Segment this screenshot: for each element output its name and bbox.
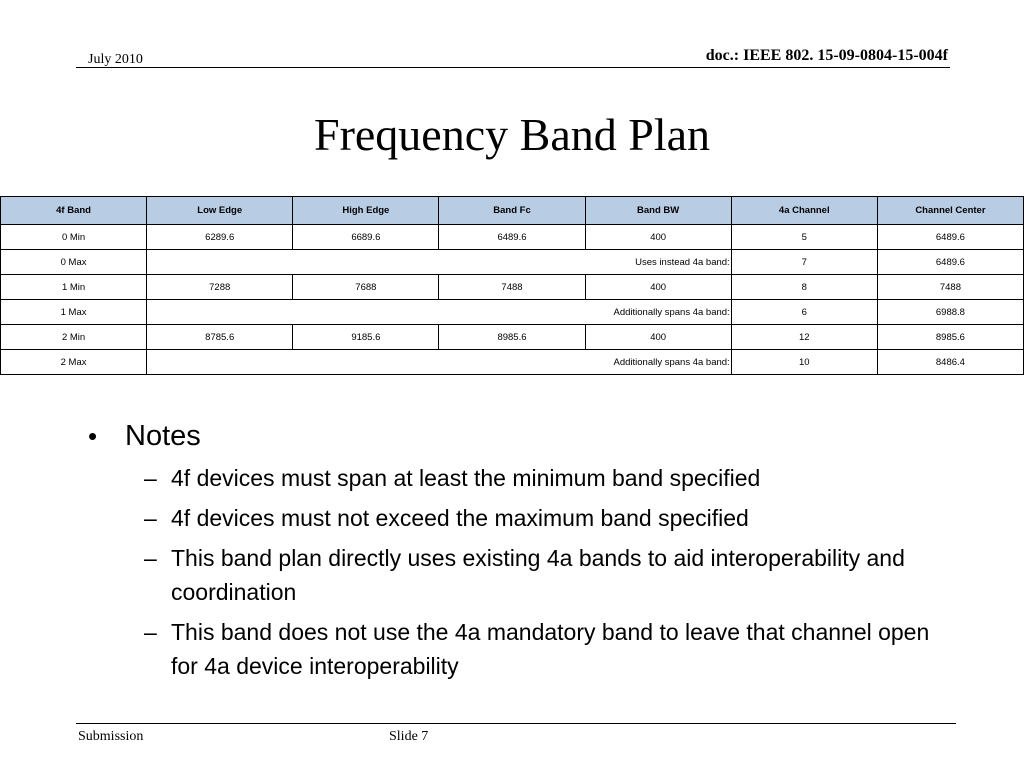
slide-title: Frequency Band Plan [313, 109, 711, 160]
table-row [1, 275, 1024, 300]
note-text: 4f devices must not exceed the maximum band specified [171, 505, 749, 531]
table-row [1, 250, 1024, 275]
footer-submission: Submission [78, 729, 144, 744]
table-header-row [1, 197, 1024, 225]
cell-low-edge: 6289.6 [147, 225, 293, 250]
cell-channel-center: 7488 [877, 275, 1023, 300]
cell-4a-channel: 6 [731, 300, 877, 325]
col-header: Low Edge [147, 197, 293, 225]
cell-note: Uses instead 4a band: [147, 250, 732, 275]
cell-note: Additionally spans 4a band: [147, 350, 732, 375]
table-row [1, 350, 1024, 375]
cell-band: 1 Min [1, 275, 147, 300]
cell-band: 0 Min [1, 225, 147, 250]
cell-band-fc: 7488 [439, 275, 585, 300]
cell-channel-center: 6988.8 [877, 300, 1023, 325]
dash-icon: – [144, 619, 157, 645]
note-item [144, 541, 948, 609]
note-text: This band does not use the 4a mandatory band to leave that channel open for 4a device interoperability [171, 619, 930, 679]
note-text: 4f devices must span at least the minimum band specified [171, 465, 761, 491]
cell-4a-channel: 12 [731, 325, 877, 350]
table-row [1, 325, 1024, 350]
notes-bullet [88, 420, 948, 453]
cell-channel-center: 8985.6 [877, 325, 1023, 350]
header-divider [76, 67, 950, 68]
col-header: High Edge [293, 197, 439, 225]
cell-band: 2 Max [1, 350, 147, 375]
footer-slide-number: Slide 7 [389, 729, 429, 744]
note-text: This band plan directly uses existing 4a bands to aid interoperability and coordination [171, 545, 905, 605]
col-header: Band Fc [439, 197, 585, 225]
cell-note: Additionally spans 4a band: [147, 300, 732, 325]
table-row [1, 300, 1024, 325]
cell-channel-center: 6489.6 [877, 225, 1023, 250]
note-item [144, 615, 948, 683]
col-header: Channel Center [877, 197, 1023, 225]
cell-channel-center: 6489.6 [877, 250, 1023, 275]
cell-band-fc: 8985.6 [439, 325, 585, 350]
cell-high-edge: 6689.6 [293, 225, 439, 250]
cell-band-bw: 400 [585, 325, 731, 350]
cell-4a-channel: 7 [731, 250, 877, 275]
header-doc-id: doc.: IEEE 802. 15-09-0804-15-004f [705, 47, 948, 64]
header-date: July 2010 [88, 52, 143, 67]
cell-low-edge: 8785.6 [147, 325, 293, 350]
cell-4a-channel: 5 [731, 225, 877, 250]
dash-icon: – [144, 465, 157, 491]
col-header: 4f Band [1, 197, 147, 225]
bullet-icon: • [88, 421, 98, 451]
cell-band: 1 Max [1, 300, 147, 325]
notes-heading: Notes [125, 420, 201, 452]
notes-section [88, 420, 948, 689]
band-plan-table [0, 196, 1024, 375]
cell-band: 2 Min [1, 325, 147, 350]
dash-icon: – [144, 505, 157, 531]
cell-band-fc: 6489.6 [439, 225, 585, 250]
table-row [1, 225, 1024, 250]
cell-high-edge: 9185.6 [293, 325, 439, 350]
cell-band-bw: 400 [585, 225, 731, 250]
cell-band: 0 Max [1, 250, 147, 275]
cell-high-edge: 7688 [293, 275, 439, 300]
cell-4a-channel: 8 [731, 275, 877, 300]
note-item [144, 501, 948, 535]
col-header: 4a Channel [731, 197, 877, 225]
cell-band-bw: 400 [585, 275, 731, 300]
col-header: Band BW [585, 197, 731, 225]
footer-divider [76, 723, 956, 724]
cell-4a-channel: 10 [731, 350, 877, 375]
cell-channel-center: 8486.4 [877, 350, 1023, 375]
note-item [144, 461, 948, 495]
cell-low-edge: 7288 [147, 275, 293, 300]
dash-icon: – [144, 545, 157, 571]
